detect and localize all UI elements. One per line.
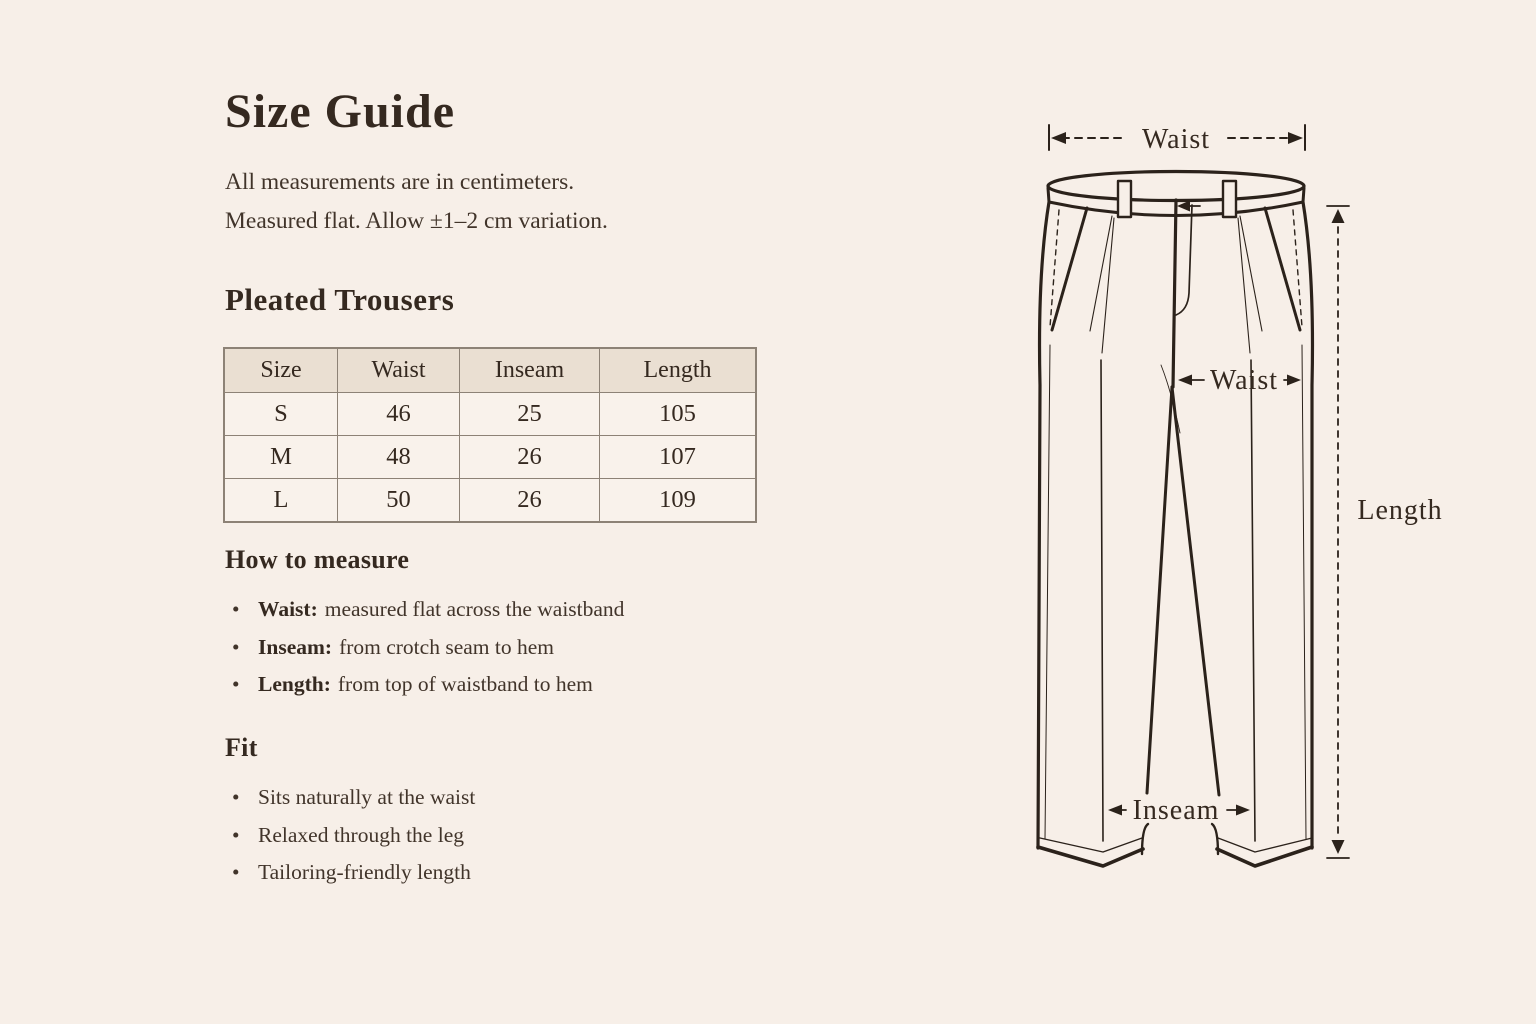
column-header-size: Size	[224, 348, 338, 393]
cell-l-length: 109	[600, 479, 757, 523]
product-heading: Pleated Trousers	[225, 282, 455, 317]
cell-m-size: M	[224, 436, 338, 479]
fit-text: Tailoring-friendly length	[258, 860, 471, 884]
bullet-dot: •	[232, 634, 240, 659]
arrow-left-icon	[1177, 201, 1190, 212]
waistband-side	[1303, 188, 1304, 202]
cell-s-size: S	[224, 393, 338, 436]
column-header-length: Length	[600, 348, 757, 393]
length-label: Length	[1357, 495, 1443, 526]
cell-s-waist: 46	[338, 393, 460, 436]
cell-l-inseam: 26	[460, 479, 600, 523]
size-table-header-row	[224, 348, 756, 393]
arrow-left-icon	[1108, 805, 1122, 816]
bullet-dot: •	[232, 785, 240, 809]
subtitle	[225, 163, 608, 241]
cell-l-waist: 50	[338, 479, 460, 523]
cuff-line-left	[1040, 838, 1142, 852]
pocket-left	[1052, 208, 1087, 330]
measure-item-length	[225, 666, 624, 704]
bullet-dot: •	[232, 822, 240, 847]
arrow-right-icon	[1288, 132, 1303, 144]
inner-seam-right	[1172, 387, 1219, 795]
subtitle-line-1: All measurements are in centimeters.	[225, 169, 575, 195]
arrow-up-icon	[1332, 209, 1345, 223]
waist-mid-annotation	[1178, 365, 1301, 396]
arrow-right-icon	[1287, 375, 1301, 386]
waist-dimension-line	[1049, 124, 1305, 155]
waistband-top	[1048, 172, 1304, 201]
size-row-m	[224, 436, 756, 479]
measure-item-waist	[225, 591, 624, 629]
how-to-measure-section	[225, 545, 624, 704]
arrow-left-icon	[1051, 132, 1066, 144]
fit-item	[225, 817, 475, 855]
measure-term: Waist:	[258, 597, 318, 621]
outer-seam-right	[1303, 202, 1313, 848]
inseam-label: Inseam	[1132, 795, 1220, 826]
waistband-side	[1048, 188, 1049, 202]
arrow-left-icon	[1178, 375, 1192, 386]
cell-m-inseam: 26	[460, 436, 600, 479]
belt-loop	[1118, 181, 1131, 217]
measure-item-inseam	[225, 629, 624, 667]
column-header-waist: Waist	[338, 348, 460, 393]
bullet-dot: •	[232, 597, 240, 621]
fit-item	[225, 854, 475, 892]
size-table	[223, 347, 757, 523]
arrow-down-icon	[1332, 840, 1345, 854]
belt-loop	[1223, 181, 1236, 217]
measure-term: Inseam:	[258, 634, 333, 659]
how-to-measure-list	[225, 591, 624, 704]
cell-s-length: 105	[600, 393, 757, 436]
crease-right	[1251, 360, 1255, 841]
arrow-right-icon	[1236, 805, 1250, 816]
fit-item	[225, 779, 475, 817]
cell-l-size: L	[224, 479, 338, 523]
cell-m-length: 107	[600, 436, 757, 479]
fly-seam	[1173, 200, 1176, 387]
bullet-dot: •	[232, 860, 240, 884]
length-dimension-line	[1327, 206, 1443, 858]
inner-seam-left	[1147, 387, 1172, 793]
fit-text: Sits naturally at the waist	[258, 785, 476, 809]
measure-term: Length:	[258, 672, 331, 696]
waist-top-label: Waist	[1141, 124, 1211, 155]
crease-left	[1101, 360, 1103, 841]
cell-s-inseam: 25	[460, 393, 600, 436]
page-title: Size Guide	[225, 85, 456, 138]
pocket-right	[1265, 208, 1300, 330]
size-row-s	[224, 393, 756, 436]
measure-desc: measured flat across the waistband	[324, 597, 625, 621]
inseam-annotation	[1108, 795, 1250, 826]
fit-text: Relaxed through the leg	[258, 822, 464, 847]
fly-stitch	[1176, 205, 1192, 315]
measure-desc: from crotch seam to hem	[339, 634, 554, 659]
trouser-diagram	[1000, 105, 1470, 905]
trouser-outline	[1038, 172, 1313, 867]
cell-m-waist: 48	[338, 436, 460, 479]
side-seam-left	[1045, 345, 1050, 839]
fit-heading: Fit	[225, 733, 258, 762]
fit-section	[225, 733, 475, 892]
subtitle-line-2: Measured flat. Allow ±1–2 cm variation.	[225, 208, 608, 234]
bullet-dot: •	[232, 672, 240, 696]
size-row-l	[224, 479, 756, 523]
how-to-measure-heading: How to measure	[225, 545, 410, 574]
side-seam-right	[1302, 345, 1306, 839]
column-header-inseam: Inseam	[460, 348, 600, 393]
fit-list	[225, 779, 475, 892]
waist-mid-label: Waist	[1209, 365, 1279, 396]
measure-desc: from top of waistband to hem	[337, 672, 593, 696]
outer-seam-left	[1038, 202, 1049, 848]
